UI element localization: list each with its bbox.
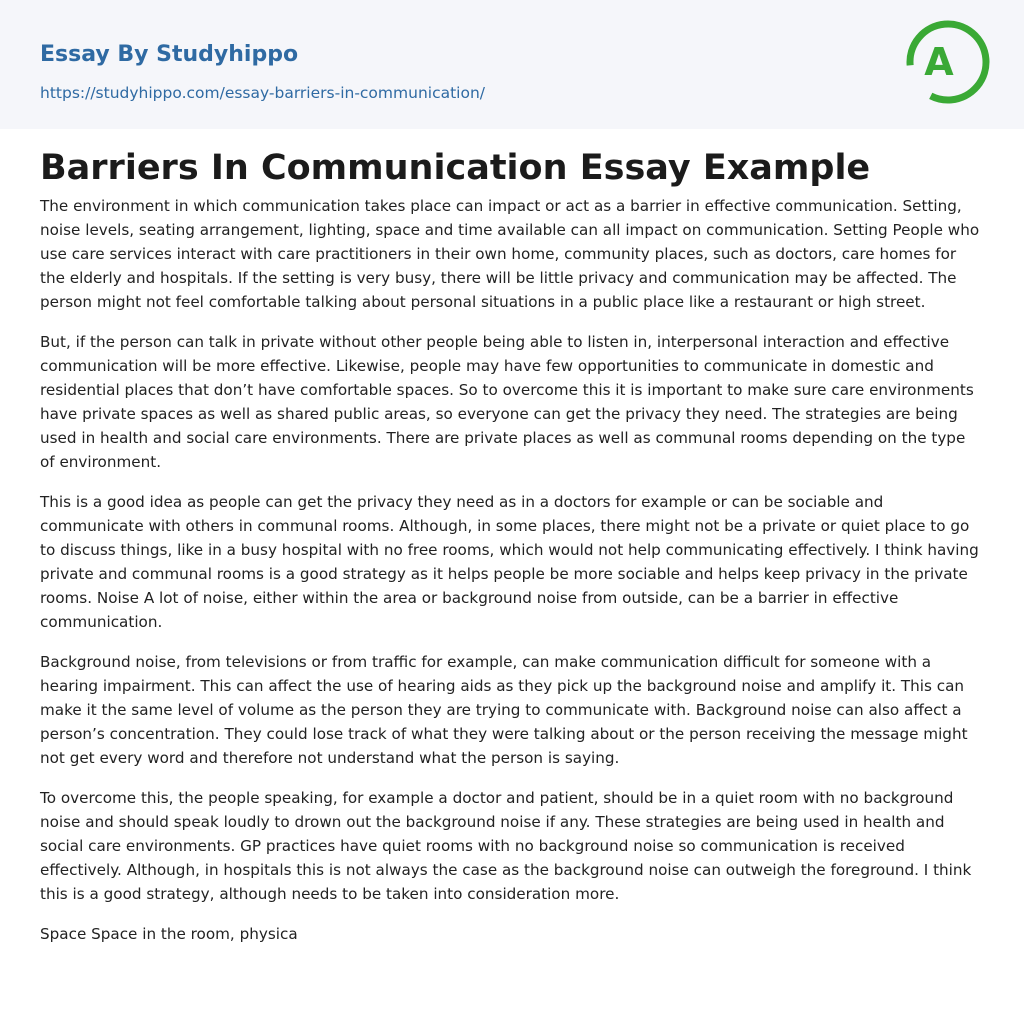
site-brand[interactable]: Essay By Studyhippo <box>40 42 299 67</box>
site-header <box>0 0 1024 129</box>
essay-title: Barriers In Communication Essay Example <box>40 148 871 188</box>
essay-paragraph: Background noise, from televisions or from traffic for example, can make communication difficult for someone with a hearing impairment. This can affect the use of hearing aids as they pick up the background noise and amplify it. This can make it the same level of volume as the person they are trying to communicate with. Background noise can also affect a person’s concentration. They could lose track of what they were talking about or the person receiving the message might not get every word and therefore not understand what the person is saying. <box>40 653 968 767</box>
page-url-link[interactable]: https://studyhippo.com/essay-barriers-in-communication/ <box>40 84 486 102</box>
essay-paragraph-truncated: Space Space in the room, physica <box>40 925 298 943</box>
logo-letter: A <box>924 40 954 84</box>
essay-paragraph: The environment in which communication takes place can impact or act as a barrier in effective communication. Setting, noise levels, seating arrangement, lighting, space and time available can all impact on communication. Setting People who use care services interact with care practitioners in their own home, community places, such as doctors, care homes for the elderly and hospitals. If the setting is very busy, there will be little privacy and communication may be affected. The person might not feel comfortable talking about personal situations in a public place like a restaurant or high street. <box>40 197 980 311</box>
essay-paragraph: This is a good idea as people can get the privacy they need as in a doctors for example or can be sociable and communicate with others in communal rooms. Although, in some places, there might not be a private or quiet place to go to discuss things, like in a busy hospital with no free rooms, which would not help communicating effectively. I think having private and communal rooms is a good strategy as it helps people be more sociable and helps keep privacy in the private rooms. Noise A lot of noise, either within the area or background noise from outside, can be a barrier in effective communication. <box>40 493 979 631</box>
studyhippo-logo-icon[interactable] <box>906 16 990 108</box>
essay-body <box>40 194 984 962</box>
essay-paragraph: But, if the person can talk in private without other people being able to listen in, interpersonal interaction and effective communication will be more effective. Likewise, people may have few opportunities to communicate in domestic and residential places that don’t have comfortable spaces. So to overcome this it is important to make sure care environments have private spaces as well as shared public areas, so everyone can get the privacy they need. The strategies are being used in health and social care environments. There are private places as well as communal rooms depending on the type of environment. <box>40 333 974 471</box>
essay-paragraph: To overcome this, the people speaking, for example a doctor and patient, should be in a quiet room with no background noise and should speak loudly to drown out the background noise if any. These strategies are being used in health and social care environments. GP practices have quiet rooms with no background noise so communication is received effectively. Although, in hospitals this is not always the case as the background noise can outweigh the foreground. I think this is a good strategy, although needs to be taken into consideration more. <box>40 789 972 903</box>
